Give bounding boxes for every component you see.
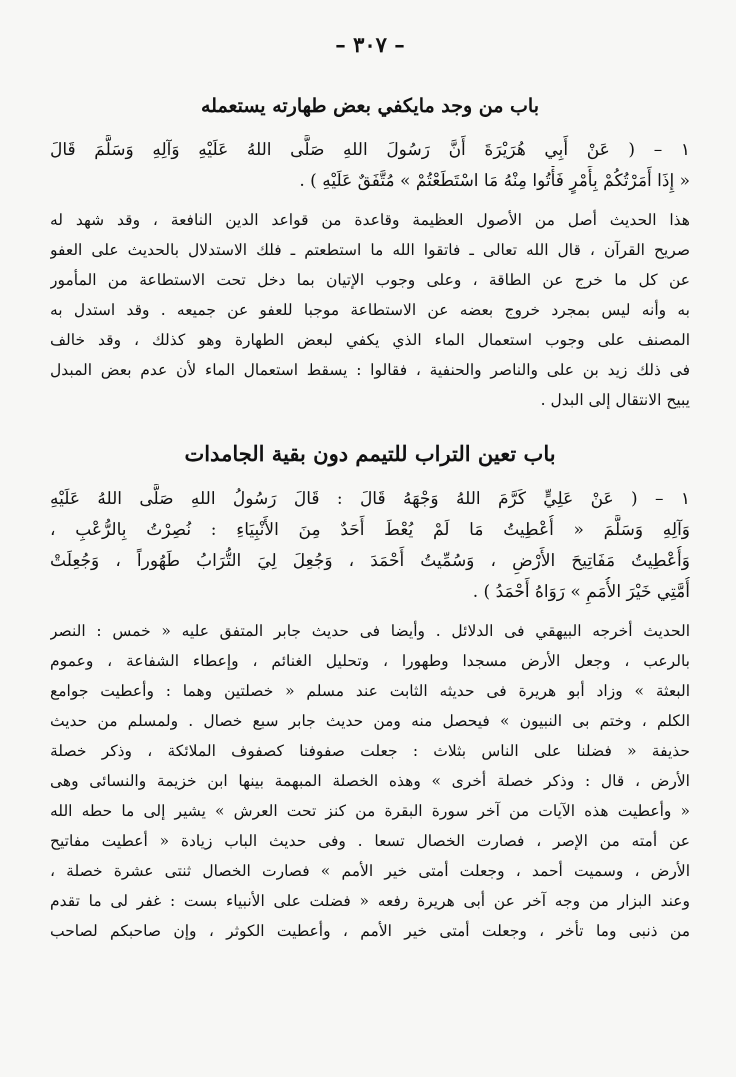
commentary-line: عن أمته من الإصر ، فصارت الخصال تسعا . وفى حديث الباب زيادة « أعطيت مفاتيح	[50, 832, 690, 850]
commentary-line: يبيح الانتقال إلى البدل .	[540, 391, 690, 409]
hadith-line: وَآلِهِ وَسَلَّمَ « أُعْطِيتُ مَا لَمْ يُعْطَ أَحَدٌ مِنَ الأَنْبِيَاءِ : نُصِرْتُ بِالرُّعْبِ ،	[50, 520, 690, 540]
chapter-title: باب تعين التراب للتيمم دون بقية الجامدات	[184, 441, 556, 466]
chapter-section	[50, 441, 690, 946]
chapter-title: باب من وجد مايكفي بعض طهارته يستعمله	[200, 95, 540, 117]
commentary-line: به وأنه ليس بمجرد خروج بعضه عن الاستطاعة موجبا للعفو عن جميعه . وقد استدل به	[50, 301, 690, 319]
page-number: – ٣٠٧ –	[335, 32, 405, 57]
chapter-section	[50, 95, 690, 415]
commentary-line: صريح القرآن ، قال الله تعالى ـ فاتقوا الله ما استطعتم ـ فلك الاستدلال بالحديث على العفو	[50, 241, 690, 259]
commentary-line: الحديث أخرجه البيهقي فى الدلائل . وأيضا فى حديث جابر المتفق عليه « خمس : النصر	[50, 622, 690, 640]
commentary-line: بالرعب ، وجعل الأرض مسجدا وطهورا ، وتحليل الغنائم ، وإعطاء الشفاعة ، وعموم	[50, 652, 690, 670]
commentary-line: هذا الحديث أصل من الأصول العظيمة وقاعدة من قواعد الدين النافعة ، وقد شهد له	[50, 211, 690, 229]
hadith-line: وَأُعْطِيتُ مَفَاتِيحَ الأَرْضِ ، وَسُمِّيتُ أَحْمَدَ ، وَجُعِلَ لِيَ التُّرَابُ طَهُوراً ، وَجُعِلَتْ	[50, 551, 690, 571]
commentary-line: الكلم ، وختم بى النبيون » فيحصل منه ومن حديث جابر سبع خصال . ولمسلم من حديث	[50, 712, 690, 730]
commentary-line: المصنف على وجوب استعمال الماء الذي يكفي لبعض الطهارة وهو كذلك ، وقد خالف	[50, 331, 690, 349]
hadith-line: ١ – ( عَنْ أَبِي هُرَيْرَةَ أَنَّ رَسُولَ اللهِ صَلَّى اللهُ عَلَيْهِ وَآلِهِ وَسَلَّمَ قَالَ	[50, 140, 690, 160]
hadith-line: « إِذَا أَمَرْتُكُمْ بِأَمْرٍ فَأْتُوا مِنْهُ مَا اسْتَطَعْتُمْ » مُتَّفَقٌ عَلَيْهِ ) .	[299, 171, 690, 191]
commentary-line: من ذنبى وما تأخر ، وجعلت أمتى خير الأمم ، وأعطيت الكوثر ، وإن صاحبكم لصاحب	[50, 922, 690, 940]
commentary-line: عن كل ما خرج عن الطاقة ، وعلى وجوب الإتيان بما دخل تحت الاستطاعة من المأمور	[50, 271, 690, 289]
hadith-line: ١ – ( عَنْ عَلِيٍّ كَرَّمَ اللهُ وَجْهَهُ قَالَ : قَالَ رَسُولُ اللهِ صَلَّى اللهُ عَلَيْهِ	[50, 489, 690, 509]
commentary-line: الأرض ، وسميت أحمد ، وجعلت أمتى خير الأمم » فصارت الخصال ثنتى عشرة خصلة ،	[50, 862, 690, 880]
commentary-line: الأرض ، قال : وذكر خصلة أخرى » وهذه الخصلة المبهمة بينها ابن خزيمة والنسائى وهى	[50, 772, 690, 790]
commentary-line: حذيفة « فضلنا على الناس بثلاث : جعلت صفوفنا كصفوف الملائكة ، وذكر خصلة	[50, 742, 690, 760]
commentary-line: « وأعطيت هذه الآيات من آخر سورة البقرة من كنز تحت العرش » يشير إلى ما حطه الله	[50, 802, 690, 820]
commentary-line: وعند البزار من وجه آخر عن أبى هريرة رفعه « فضلت على الأنبياء بست : غفر لى ما تقدم	[50, 892, 690, 910]
commentary-line: البعثة » وزاد أبو هريرة فى حديثه الثابت عند مسلم « خصلتين وهما : وأعطيت جوامع	[50, 682, 690, 700]
commentary-line: فى ذلك زيد بن على والناصر والحنفية ، فقالوا : يسقط استعمال الماء لأن عدم بعض المبدل	[50, 361, 690, 379]
hadith-line: أُمَّتِي خَيْرَ الأُمَمِ » رَوَاهُ أَحْمَدُ ) .	[472, 582, 690, 602]
